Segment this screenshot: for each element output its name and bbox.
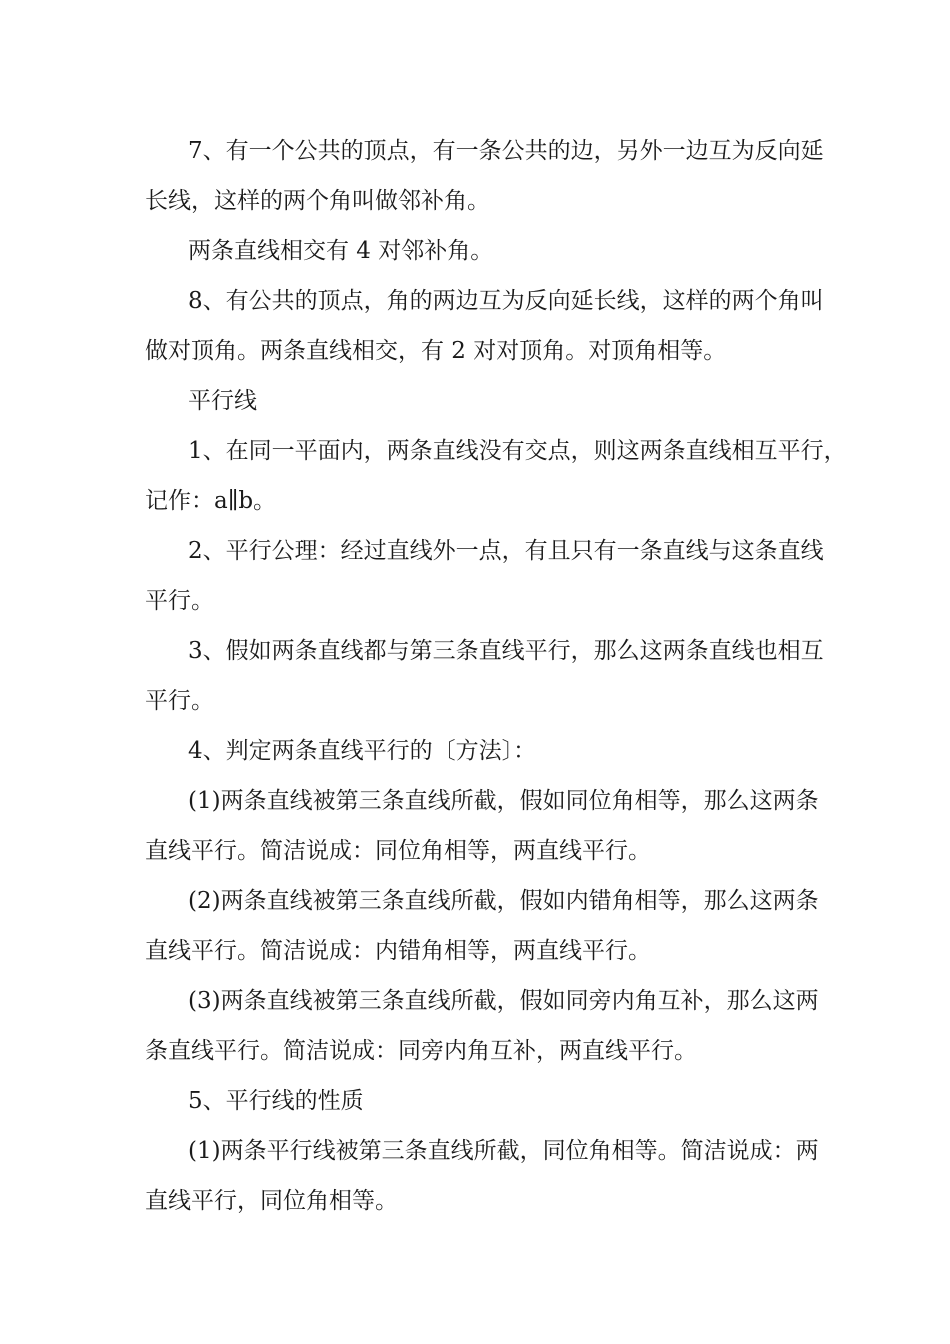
paragraph-8-line-2: 做对顶角。两条直线相交，有 2 对对顶角。对顶角相等。 (145, 338, 727, 364)
paragraph-8-line-1: 8、有公共的顶点，角的两边互为反向延长线，这样的两个角叫 (188, 288, 824, 314)
paragraph-1-line-1: 1、在同一平面内，两条直线没有交点，则这两条直线相互平行， (188, 438, 847, 464)
paragraph-4: 4、判定两条直线平行的〔方法〕： (188, 738, 537, 764)
paragraph-1-line-2: 记作：a∥b。 (145, 488, 277, 514)
item-3-line-1: (3)两条直线被第三条直线所截，假如同旁内角互补，那么这两 (188, 988, 819, 1014)
item-1-line-2: 直线平行。简洁说成：同位角相等，两直线平行。 (145, 838, 651, 864)
item-3-line-2: 条直线平行。简洁说成：同旁内角互补，两直线平行。 (145, 1038, 697, 1064)
item-1-line-1: (1)两条直线被第三条直线所截，假如同位角相等，那么这两条 (188, 788, 819, 814)
property-1-line-2: 直线平行，同位角相等。 (145, 1188, 398, 1214)
paragraph-2-line-2: 平行。 (145, 588, 214, 614)
paragraph-7-line-1: 7、有一个公共的顶点，有一条公共的边，另外一边互为反向延 (188, 138, 824, 164)
paragraph-2-line-1: 2、平行公理：经过直线外一点，有且只有一条直线与这条直线 (188, 538, 824, 564)
item-2-line-2: 直线平行。简洁说成：内错角相等，两直线平行。 (145, 938, 651, 964)
property-1-line-1: (1)两条平行线被第三条直线所截，同位角相等。简洁说成：两 (188, 1138, 819, 1164)
paragraph-5: 5、平行线的性质 (188, 1088, 364, 1114)
paragraph-3-line-2: 平行。 (145, 688, 214, 714)
paragraph-3-line-1: 3、假如两条直线都与第三条直线平行，那么这两条直线也相互 (188, 638, 824, 664)
section-heading-parallel-lines: 平行线 (188, 388, 257, 414)
paragraph-7-line-2: 长线，这样的两个角叫做邻补角。 (145, 188, 490, 214)
item-2-line-1: (2)两条直线被第三条直线所截，假如内错角相等，那么这两条 (188, 888, 819, 914)
paragraph-adjacent-count: 两条直线相交有 4 对邻补角。 (188, 238, 494, 264)
